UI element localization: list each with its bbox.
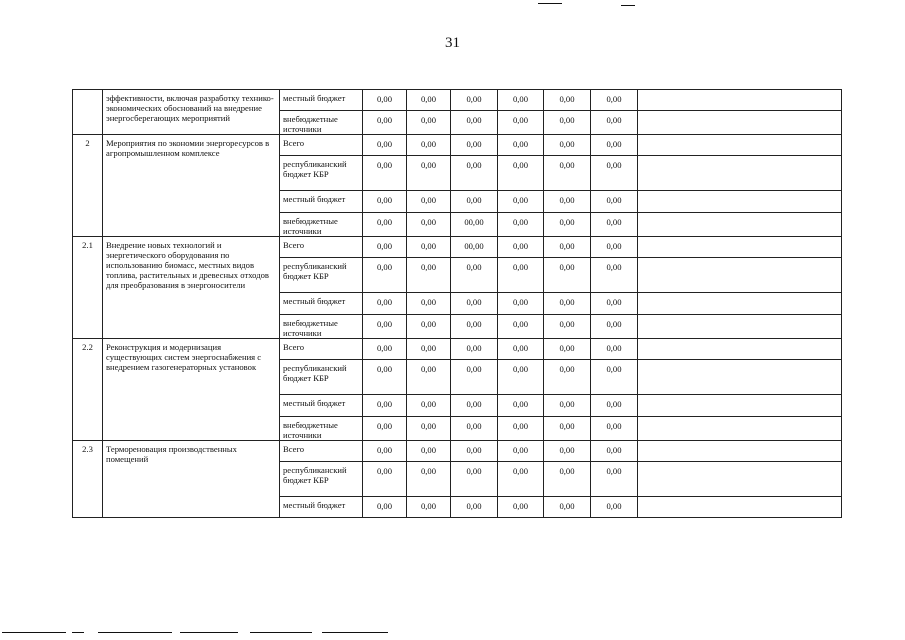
table-row: [73, 237, 842, 258]
amount-cell: 0,00: [498, 462, 544, 497]
amount-cell: 0,00: [407, 191, 451, 213]
item-number: [73, 90, 103, 135]
table-row: [73, 441, 842, 462]
amount-cell: 0,00: [544, 293, 591, 315]
amount-cell: 0,00: [451, 111, 498, 135]
amount-cell: 0,00: [591, 135, 638, 156]
funding-source: Всего: [280, 441, 363, 462]
amount-cell: 0,00: [407, 360, 451, 395]
amount-cell: 0,00: [363, 258, 407, 293]
amount-cell: 0,00: [591, 395, 638, 417]
scan-mark-top-1: [538, 3, 562, 4]
amount-cell: 0,00: [363, 417, 407, 441]
amount-cell: 0,00: [451, 360, 498, 395]
amount-cell: 0,00: [544, 441, 591, 462]
amount-cell: 0,00: [407, 497, 451, 518]
amount-cell: 0,00: [591, 90, 638, 111]
item-number: 2: [73, 135, 103, 237]
amount-cell: 0,00: [544, 156, 591, 191]
amount-cell: 0,00: [407, 395, 451, 417]
table-row: [73, 90, 842, 111]
amount-cell: 0,00: [498, 339, 544, 360]
funding-source: местный бюджет: [280, 191, 363, 213]
amount-cell: 0,00: [544, 258, 591, 293]
amount-cell: 0,00: [363, 213, 407, 237]
empty-cell: [638, 441, 842, 462]
amount-cell: 0,00: [591, 258, 638, 293]
funding-source: местный бюджет: [280, 90, 363, 111]
scan-mark-bottom-3: [98, 632, 172, 633]
funding-source: внебюджетные источники: [280, 315, 363, 339]
amount-cell: 0,00: [451, 191, 498, 213]
amount-cell: 0,00: [498, 293, 544, 315]
amount-cell: 0,00: [544, 111, 591, 135]
amount-cell: 0,00: [407, 315, 451, 339]
scan-mark-bottom-4: [180, 632, 238, 633]
amount-cell: 0,00: [591, 111, 638, 135]
amount-cell: 0,00: [451, 462, 498, 497]
amount-cell: 0,00: [451, 395, 498, 417]
funding-source: Всего: [280, 339, 363, 360]
amount-cell: 0,00: [544, 360, 591, 395]
amount-cell: 0,00: [544, 315, 591, 339]
amount-cell: 0,00: [407, 441, 451, 462]
amount-cell: 0,00: [498, 135, 544, 156]
empty-cell: [638, 111, 842, 135]
funding-source: внебюджетные источники: [280, 111, 363, 135]
amount-cell: 0,00: [363, 90, 407, 111]
funding-source: Всего: [280, 237, 363, 258]
empty-cell: [638, 237, 842, 258]
amount-cell: 0,00: [407, 339, 451, 360]
amount-cell: 0,00: [591, 417, 638, 441]
amount-cell: 0,00: [363, 237, 407, 258]
table-row: [73, 339, 842, 360]
amount-cell: 0,00: [407, 111, 451, 135]
amount-cell: 0,00: [363, 111, 407, 135]
empty-cell: [638, 135, 842, 156]
amount-cell: 0,00: [544, 339, 591, 360]
amount-cell: 0,00: [407, 90, 451, 111]
scan-mark-bottom-6: [322, 632, 388, 633]
amount-cell: 0,00: [407, 417, 451, 441]
amount-cell: 0,00: [407, 135, 451, 156]
amount-cell: 0,00: [498, 360, 544, 395]
amount-cell: 0,00: [363, 156, 407, 191]
funding-source: внебюджетные источники: [280, 417, 363, 441]
amount-cell: 0,00: [544, 237, 591, 258]
amount-cell: 0,00: [591, 360, 638, 395]
amount-cell: 0,00: [498, 156, 544, 191]
amount-cell: 0,00: [544, 90, 591, 111]
amount-cell: 0,00: [498, 315, 544, 339]
funding-source: республиканский бюджет КБР: [280, 360, 363, 395]
item-name: Реконструкция и модернизация существующих систем энергоснабжения с внедрением газогенераторных установок: [103, 339, 280, 441]
amount-cell: 0,00: [544, 213, 591, 237]
amount-cell: 0,00: [363, 395, 407, 417]
amount-cell: 0,00: [363, 497, 407, 518]
amount-cell: 0,00: [363, 360, 407, 395]
scan-mark-top-2: [621, 5, 635, 6]
amount-cell: 0,00: [544, 462, 591, 497]
amount-cell: 00,00: [451, 237, 498, 258]
empty-cell: [638, 339, 842, 360]
amount-cell: 0,00: [591, 237, 638, 258]
amount-cell: 0,00: [498, 213, 544, 237]
amount-cell: 0,00: [591, 497, 638, 518]
amount-cell: 0,00: [591, 191, 638, 213]
amount-cell: 0,00: [591, 462, 638, 497]
item-number: 2.1: [73, 237, 103, 339]
scan-mark-bottom-5: [250, 632, 312, 633]
funding-source: республиканский бюджет КБР: [280, 258, 363, 293]
empty-cell: [638, 258, 842, 293]
item-number: 2.3: [73, 441, 103, 518]
amount-cell: 0,00: [451, 339, 498, 360]
amount-cell: 0,00: [451, 441, 498, 462]
amount-cell: 0,00: [451, 497, 498, 518]
amount-cell: 0,00: [498, 417, 544, 441]
amount-cell: 0,00: [407, 293, 451, 315]
amount-cell: 0,00: [451, 90, 498, 111]
amount-cell: 0,00: [498, 90, 544, 111]
amount-cell: 0,00: [363, 293, 407, 315]
amount-cell: 0,00: [498, 441, 544, 462]
amount-cell: 0,00: [544, 395, 591, 417]
amount-cell: 0,00: [451, 156, 498, 191]
amount-cell: 0,00: [363, 191, 407, 213]
empty-cell: [638, 497, 842, 518]
funding-source: местный бюджет: [280, 395, 363, 417]
empty-cell: [638, 462, 842, 497]
funding-source: республиканский бюджет КБР: [280, 156, 363, 191]
amount-cell: 0,00: [363, 339, 407, 360]
empty-cell: [638, 90, 842, 111]
empty-cell: [638, 293, 842, 315]
funding-source: республиканский бюджет КБР: [280, 462, 363, 497]
funding-source: местный бюджет: [280, 293, 363, 315]
amount-cell: 0,00: [591, 339, 638, 360]
empty-cell: [638, 191, 842, 213]
amount-cell: 0,00: [544, 417, 591, 441]
funding-source: Всего: [280, 135, 363, 156]
amount-cell: 0,00: [407, 213, 451, 237]
item-name: Термореновация производственных помещений: [103, 441, 280, 518]
scan-mark-bottom-2: [72, 632, 84, 633]
amount-cell: 00,00: [451, 213, 498, 237]
amount-cell: 0,00: [451, 293, 498, 315]
amount-cell: 0,00: [363, 441, 407, 462]
amount-cell: 0,00: [544, 191, 591, 213]
item-name: Мероприятия по экономии энергоресурсов в агропромышленном комплексе: [103, 135, 280, 237]
amount-cell: 0,00: [363, 462, 407, 497]
item-number: 2.2: [73, 339, 103, 441]
amount-cell: 0,00: [591, 293, 638, 315]
amount-cell: 0,00: [407, 462, 451, 497]
amount-cell: 0,00: [498, 111, 544, 135]
amount-cell: 0,00: [498, 258, 544, 293]
amount-cell: 0,00: [407, 237, 451, 258]
empty-cell: [638, 315, 842, 339]
item-name: эффективности, включая разработку технико-экономических обоснований на внедрение энергосберегающих мероприятий: [103, 90, 280, 135]
funding-source: внебюджетные источники: [280, 213, 363, 237]
amount-cell: 0,00: [363, 135, 407, 156]
amount-cell: 0,00: [591, 441, 638, 462]
empty-cell: [638, 156, 842, 191]
amount-cell: 0,00: [363, 315, 407, 339]
empty-cell: [638, 395, 842, 417]
amount-cell: 0,00: [498, 237, 544, 258]
scan-mark-bottom-1: [2, 632, 66, 633]
amount-cell: 0,00: [498, 395, 544, 417]
amount-cell: 0,00: [591, 213, 638, 237]
item-name: Внедрение новых технологий и энергетического оборудования по использованию биомасс, местных видов топлива, растительных и древесных отходов для преобразования в энергоносители: [103, 237, 280, 339]
amount-cell: 0,00: [407, 258, 451, 293]
amount-cell: 0,00: [451, 417, 498, 441]
amount-cell: 0,00: [407, 156, 451, 191]
budget-table: [72, 89, 842, 518]
page-number: 31: [445, 35, 460, 51]
amount-cell: 0,00: [451, 258, 498, 293]
amount-cell: 0,00: [451, 135, 498, 156]
funding-source: местный бюджет: [280, 497, 363, 518]
amount-cell: 0,00: [498, 191, 544, 213]
amount-cell: 0,00: [544, 497, 591, 518]
table-row: [73, 135, 842, 156]
empty-cell: [638, 213, 842, 237]
amount-cell: 0,00: [451, 315, 498, 339]
amount-cell: 0,00: [591, 156, 638, 191]
empty-cell: [638, 417, 842, 441]
amount-cell: 0,00: [498, 497, 544, 518]
amount-cell: 0,00: [544, 135, 591, 156]
empty-cell: [638, 360, 842, 395]
amount-cell: 0,00: [591, 315, 638, 339]
